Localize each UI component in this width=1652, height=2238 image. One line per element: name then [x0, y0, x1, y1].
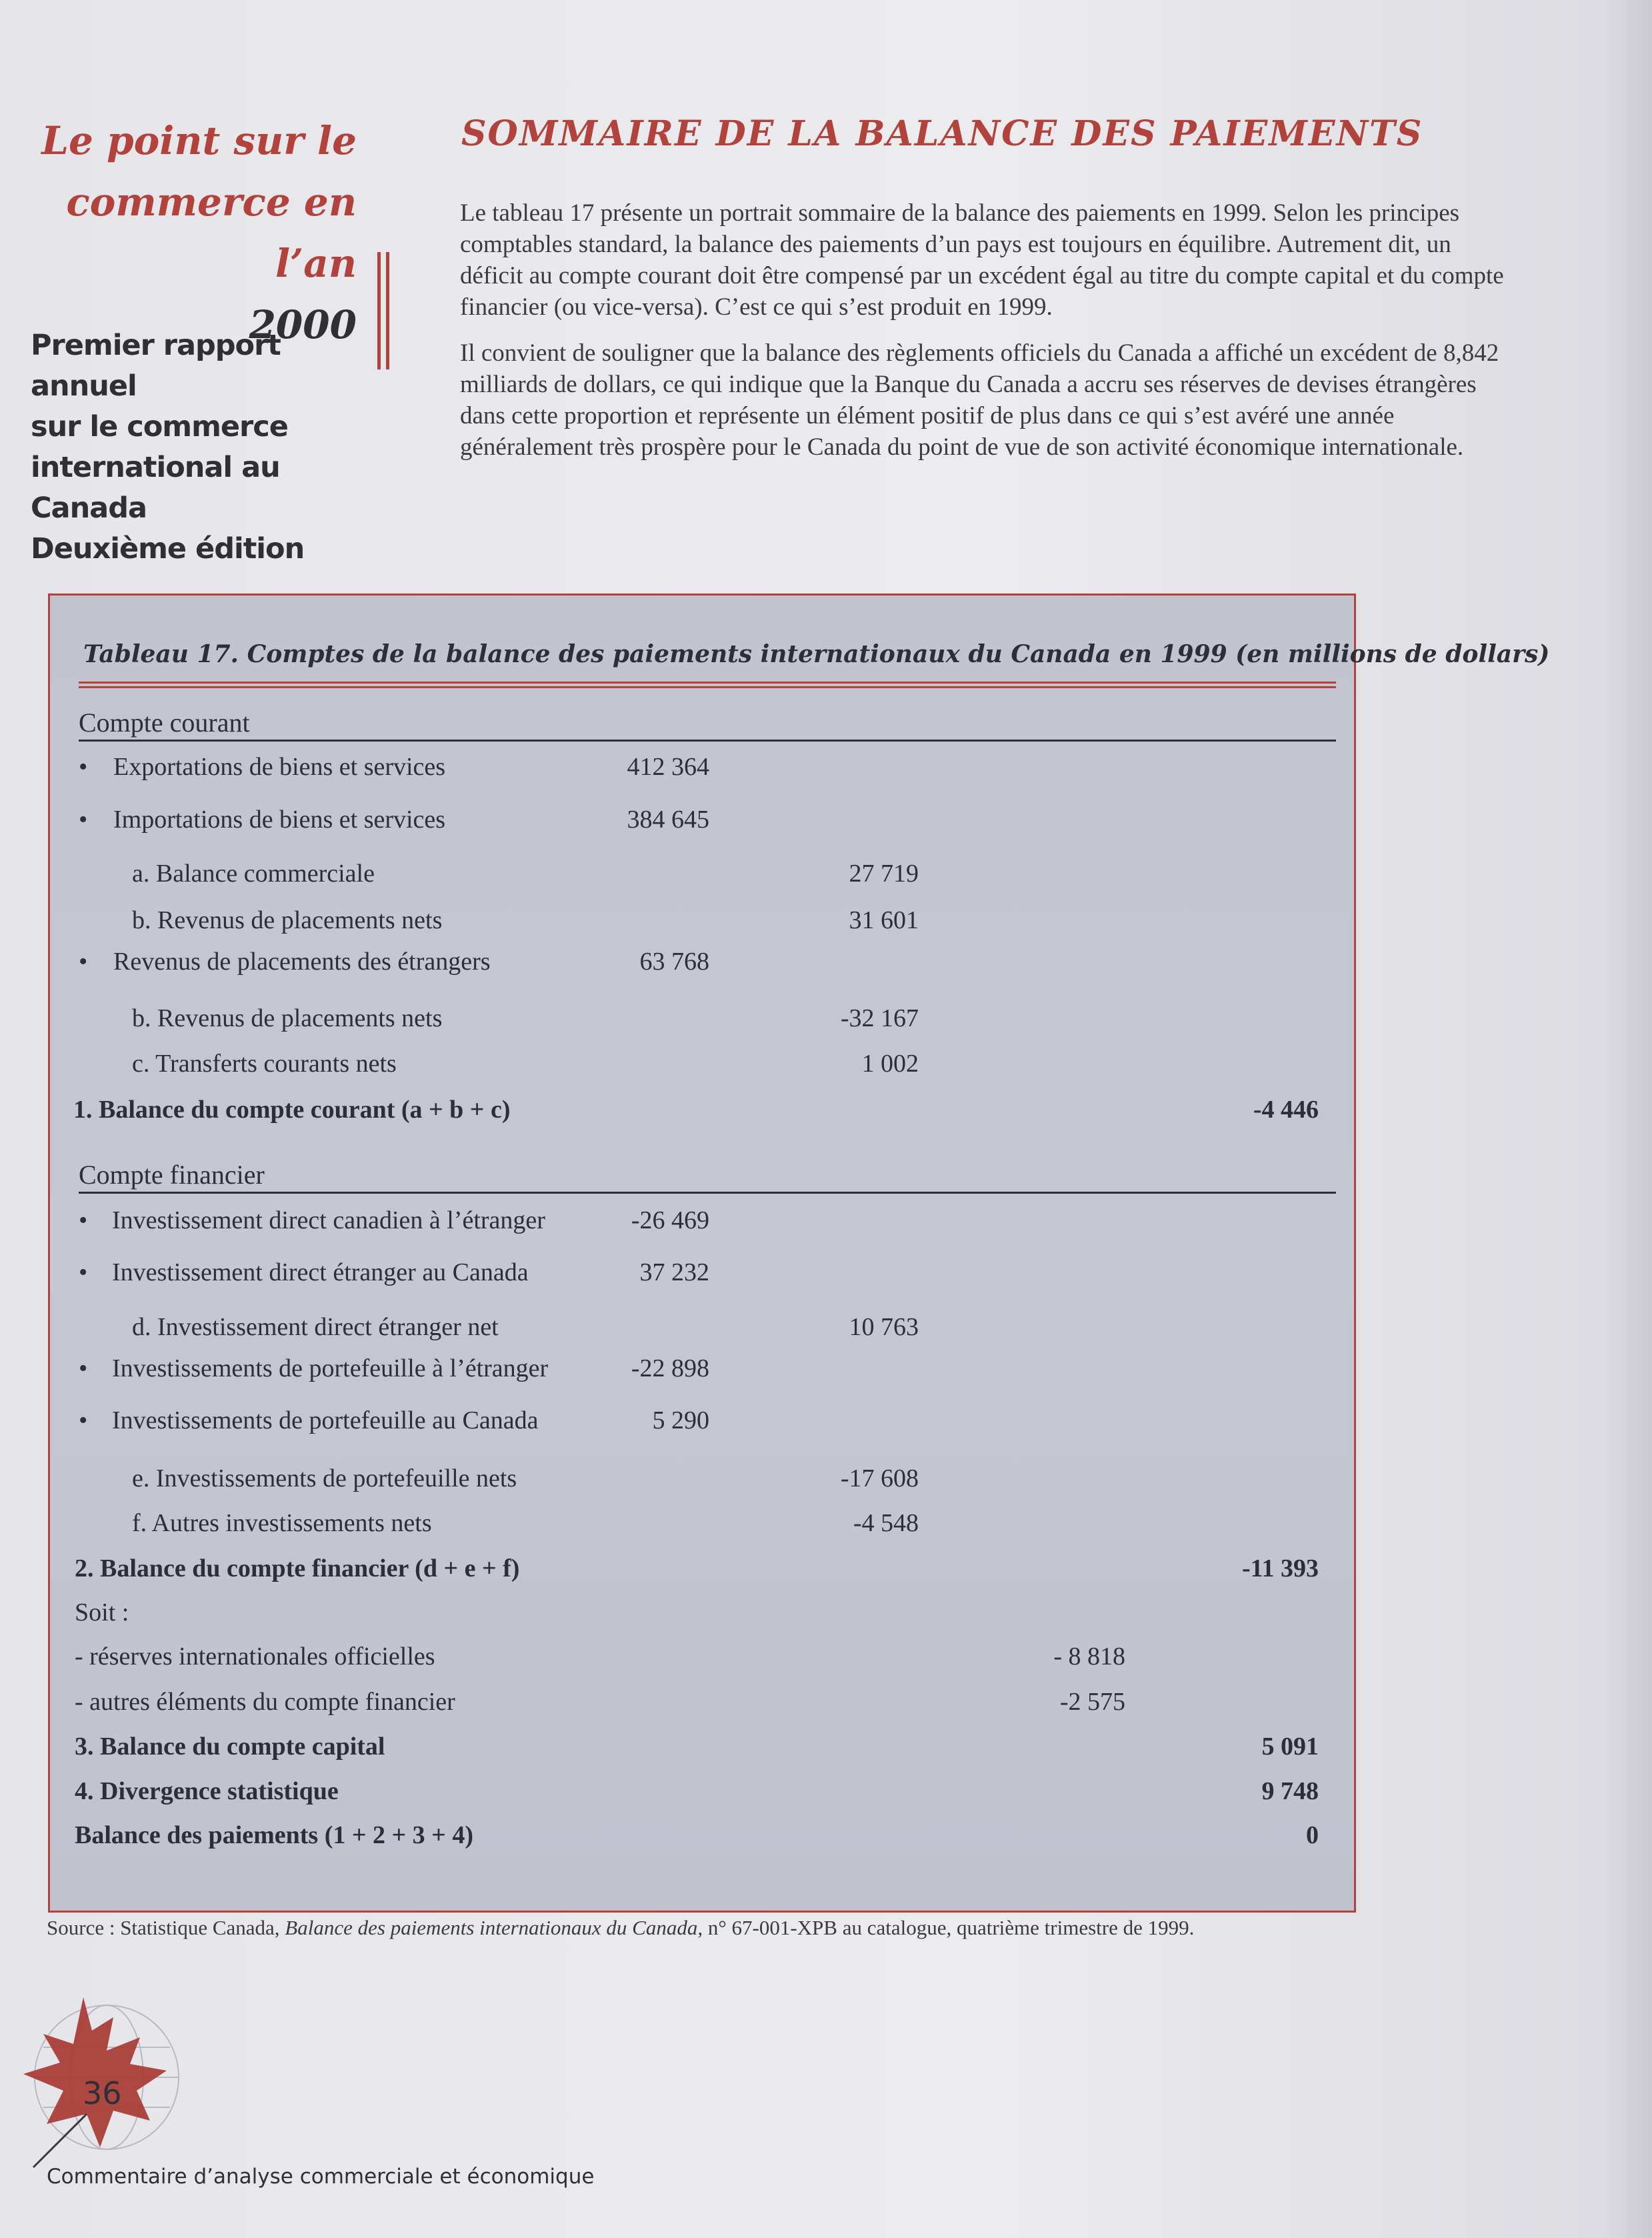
- source-note: [47, 1916, 1580, 1940]
- row-value-c2: -32 167: [840, 1004, 919, 1032]
- row-value-c3: -2 575: [1059, 1688, 1125, 1716]
- table-row: [0, 947, 1652, 982]
- row-value-c2: -17 608: [840, 1464, 919, 1492]
- table-row: [0, 1554, 1652, 1588]
- row-value-c1: -22 898: [631, 1354, 709, 1382]
- sidebar-subtitle-line-1: Premier rapport annuel: [31, 329, 281, 403]
- row-value-c1: 37 232: [639, 1258, 709, 1286]
- row-label: Investissements de portefeuille à l’étranger: [112, 1354, 549, 1382]
- table-title: Tableau 17. Comptes de la balance des paiements internationaux du Canada en 1999 (en millions de dollars): [83, 640, 1550, 668]
- table-row: [0, 1508, 1652, 1543]
- row-value-c1: 63 768: [639, 948, 709, 976]
- bullet-marker: •: [79, 1206, 88, 1234]
- sidebar-subtitle-line-2: sur le commerce: [31, 410, 288, 443]
- table-row: [0, 805, 1652, 840]
- row-label: Exportations de biens et services: [113, 753, 446, 781]
- row-label: b. Revenus de placements nets: [132, 906, 443, 934]
- row-label: 4. Divergence statistique: [75, 1777, 339, 1805]
- table-row: [0, 1687, 1652, 1722]
- section-title: SOMMAIRE DE LA BALANCE DES PAIEMENTS: [461, 113, 1423, 154]
- row-label: Soit :: [75, 1598, 129, 1626]
- sidebar-subtitle-line-3: international au Canada: [31, 451, 280, 525]
- row-value-c3: - 8 818: [1053, 1642, 1125, 1670]
- table-row: [0, 1258, 1652, 1292]
- table-row: [0, 1598, 1652, 1632]
- sidebar-subtitle-line-4: Deuxième édition: [31, 532, 305, 566]
- row-value-c1: 5 290: [652, 1406, 709, 1434]
- row-label: - autres éléments du compte financier: [75, 1688, 455, 1716]
- source-prefix: Source : Statistique Canada,: [47, 1916, 285, 1939]
- row-label: Balance des paiements (1 + 2 + 3 + 4): [75, 1821, 473, 1849]
- row-label: - réserves internationales officielles: [75, 1642, 435, 1670]
- bullet-marker: •: [79, 806, 88, 834]
- sidebar-subtitle: [31, 325, 364, 570]
- row-label: e. Investissements de portefeuille nets: [132, 1464, 517, 1492]
- bullet-marker: •: [79, 1406, 88, 1434]
- page-number: 36: [83, 2075, 122, 2111]
- row-value-c1: 384 645: [627, 806, 709, 834]
- table-row: [0, 1464, 1652, 1498]
- row-value-c4: 0: [1306, 1821, 1319, 1849]
- table-title-rule: [79, 682, 1336, 688]
- row-value-c4: -11 393: [1241, 1554, 1319, 1582]
- bullet-marker: •: [79, 1258, 88, 1286]
- table-row: [0, 1732, 1652, 1767]
- row-value-c2: 10 763: [849, 1313, 919, 1341]
- bullet-marker: •: [79, 948, 88, 976]
- sidebar-title-year: 2000: [249, 302, 357, 347]
- row-label: Investissement direct canadien à l’étranger: [112, 1206, 545, 1234]
- row-label: a. Balance commerciale: [132, 860, 375, 888]
- row-label: f. Autres investissements nets: [132, 1509, 432, 1537]
- sidebar-title-line-2: commerce en l’an: [66, 179, 357, 286]
- row-label: d. Investissement direct étranger net: [132, 1313, 499, 1341]
- sidebar-title-line-1: Le point sur le: [41, 118, 357, 163]
- table-row: [0, 1004, 1652, 1038]
- intro-paragraph-1: Le tableau 17 présente un portrait sommaire de la balance des paiements en 1999. Selon les principes comptables standard, la balance des paiements d’un pays est toujours en équilibre. Autrement dit, un déficit au compte courant doit être compensé par un excédent égal au titre du compte capital et du compte financier (ou vice-versa). C’est ce qui s’est produit en 1999.: [460, 199, 1504, 321]
- row-label: 3. Balance du compte capital: [75, 1733, 385, 1761]
- table-row: [0, 906, 1652, 940]
- row-label: Importations de biens et services: [113, 806, 446, 834]
- row-label: 2. Balance du compte financier (d + e + f): [75, 1554, 520, 1582]
- footer-text: Commentaire d’analyse commerciale et économique: [47, 2165, 595, 2189]
- row-value-c4: -4 446: [1253, 1096, 1319, 1124]
- row-label: Investissements de portefeuille au Canada: [112, 1406, 539, 1434]
- row-label: Revenus de placements des étrangers: [113, 948, 491, 976]
- row-value-c2: -4 548: [853, 1509, 919, 1537]
- table-row: [0, 1049, 1652, 1084]
- section-head-financier: Compte financier: [79, 1159, 1336, 1194]
- table-row: [0, 1354, 1652, 1388]
- source-publication: Balance des paiements internationaux du Canada,: [285, 1916, 703, 1939]
- row-label: 1. Balance du compte courant (a + b + c): [73, 1096, 511, 1124]
- table-row: [0, 1406, 1652, 1440]
- intro-text: [460, 197, 1507, 477]
- table-row: [0, 1312, 1652, 1347]
- row-label: Investissement direct étranger au Canada: [112, 1258, 529, 1286]
- section-head-courant: Compte courant: [79, 707, 1336, 742]
- row-value-c4: 5 091: [1261, 1733, 1319, 1761]
- table-row: [0, 859, 1652, 894]
- table-row: [0, 1642, 1652, 1676]
- sidebar-double-rule: [377, 252, 389, 369]
- intro-paragraph-2: Il convient de souligner que la balance des règlements officiels du Canada a affiché un excédent de 8,842 milliards de dollars, ce qui indique que la Banque du Canada a accru ses réserves de devises étrangères dans cette proportion et représente un élément positif de plus dans ce qui s’est avéré une année généralement très prospère pour le Canada du point de vue de son activité économique internationale.: [460, 339, 1499, 461]
- row-value-c1: -26 469: [631, 1206, 709, 1234]
- row-value-c4: 9 748: [1261, 1777, 1319, 1805]
- table-row: [0, 1821, 1652, 1855]
- sidebar-title: [27, 110, 357, 355]
- table-row: [0, 752, 1652, 787]
- row-label: c. Transferts courants nets: [132, 1050, 397, 1078]
- row-label: b. Revenus de placements nets: [132, 1004, 443, 1032]
- source-suffix: n° 67-001-XPB au catalogue, quatrième trimestre de 1999.: [703, 1916, 1195, 1939]
- bullet-marker: •: [79, 1354, 88, 1382]
- table-row: [0, 1777, 1652, 1811]
- table-row: [0, 1206, 1652, 1240]
- row-value-c2: 27 719: [849, 860, 919, 888]
- row-value-c2: 31 601: [849, 906, 919, 934]
- row-value-c2: 1 002: [861, 1050, 919, 1078]
- bullet-marker: •: [79, 753, 88, 781]
- row-value-c1: 412 364: [627, 753, 709, 781]
- table-row: [0, 1095, 1652, 1130]
